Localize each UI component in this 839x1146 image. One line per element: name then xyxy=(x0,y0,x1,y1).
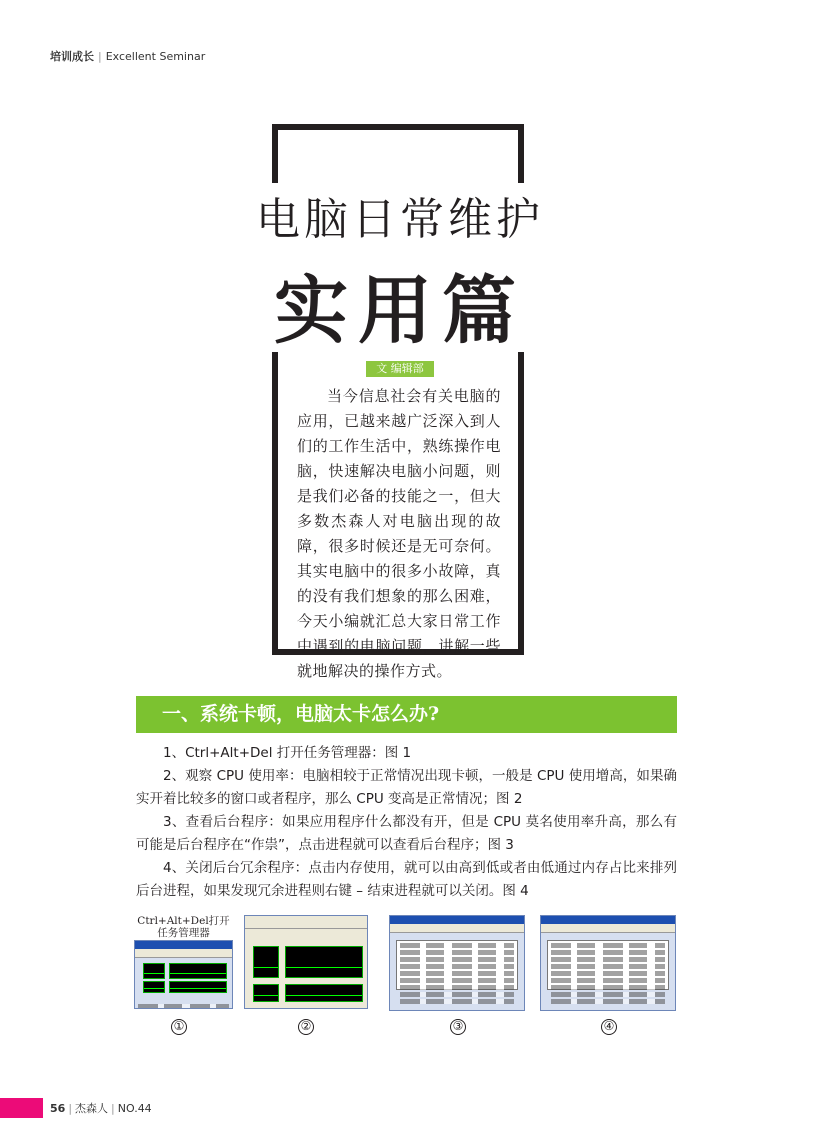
step-paragraph: 3、查看后台程序：如果应用程序什么都没有开，但是 CPU 莫名使用率升高，那么有可能是后台程序在“作祟”，点击进程就可以查看后台程序；图 3 xyxy=(136,814,677,853)
article-body xyxy=(136,742,677,903)
intro-paragraph: 当今信息社会有关电脑的应用，已越来越广泛深入到人们的工作生活中，熟练操作电脑，快速解决电脑小问题，则是我们必备的技能之一，但大多数杰森人对电脑出现的故障，很多时候还是无可奈何。其实电脑中的很多小故障，真的没有我们想象的那么困难，今天小编就汇总大家日常工作中遇到的电脑问题，讲解一些就地解决的操作方式。 xyxy=(297,387,501,680)
article-title: 电脑日常维护 xyxy=(230,183,570,247)
figure-number: ③ xyxy=(450,1019,466,1035)
step-paragraph: 4、关闭后台冗余程序：点击内存使用，就可以由高到低或者由低通过内存占比来排列后台进程，如果发现冗余进程则右键 – 结束进程就可以关闭。图 4 xyxy=(136,860,677,899)
issue-number: NO.44 xyxy=(117,1102,152,1115)
page-footer: 56 | 杰森人 | NO.44 xyxy=(50,1102,152,1115)
section-heading: 一、系统卡顿，电脑太卡怎么办? xyxy=(136,696,677,733)
header-divider: | xyxy=(98,50,102,63)
magazine-name: 杰森人 xyxy=(75,1102,109,1115)
figure-number: ④ xyxy=(601,1019,617,1035)
step-paragraph: 1、Ctrl+Alt+Del 打开任务管理器：图 1 xyxy=(163,745,412,761)
author-tag: 文 编辑部 xyxy=(366,361,434,377)
figure-1-screenshot xyxy=(134,940,233,1009)
figure-3-screenshot xyxy=(389,915,525,1011)
article-title-emphasis: 实用篇 xyxy=(274,268,526,354)
figure-2-screenshot xyxy=(244,915,368,1009)
step-paragraph: 2、观察 CPU 使用率：电脑相较于正常情况出现卡顿，一般是 CPU 使用增高，如果确实开着比较多的窗口或者程序，那么 CPU 变高是正常情况；图 2 xyxy=(136,768,677,807)
figure-number: ② xyxy=(298,1019,314,1035)
page-number: 56 xyxy=(50,1102,66,1115)
page-corner-mark xyxy=(0,1098,43,1118)
section-name-cn: 培训成长 xyxy=(50,50,94,63)
figure-1-caption: Ctrl+Alt+Del打开任务管理器 xyxy=(137,915,230,939)
figure-4-screenshot xyxy=(540,915,676,1011)
figure-number: ① xyxy=(171,1019,187,1035)
section-name-en: Excellent Seminar xyxy=(105,50,206,63)
running-header xyxy=(50,48,205,64)
